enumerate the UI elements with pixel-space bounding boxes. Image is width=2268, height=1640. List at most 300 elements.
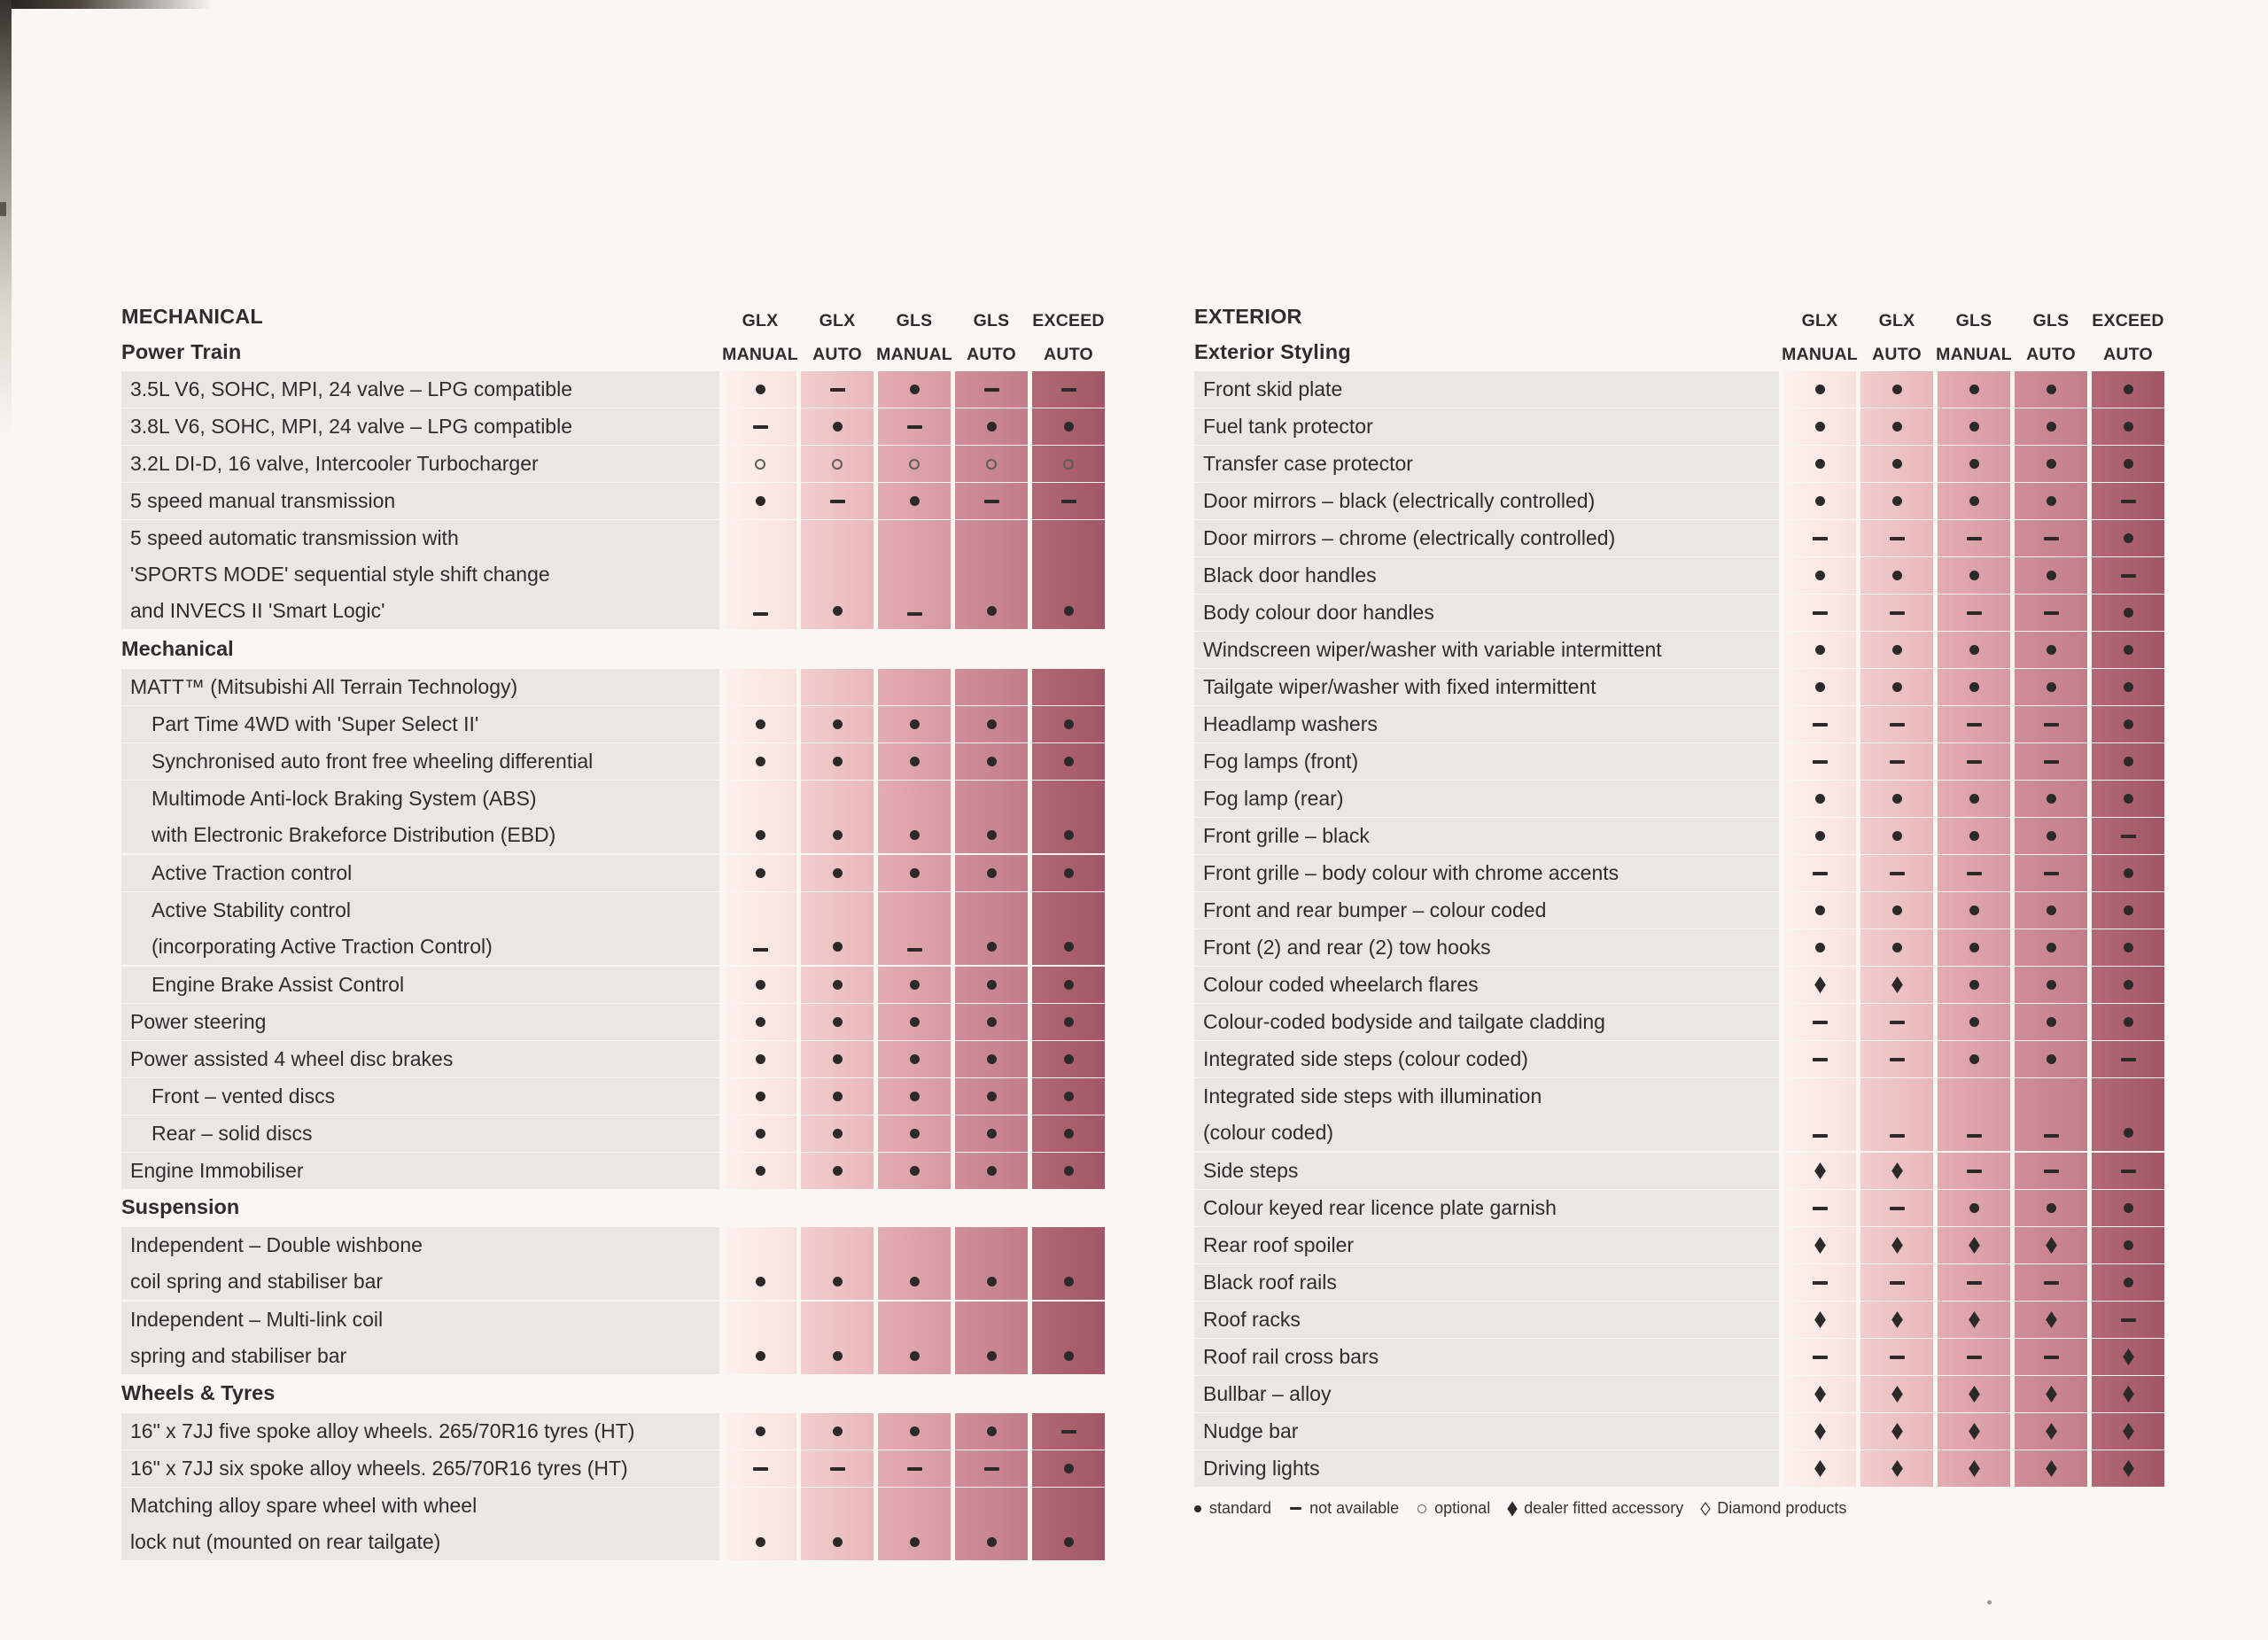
standard-dot-symbol [1064, 830, 1074, 840]
availability-cell-gls-manual [878, 1153, 951, 1189]
standard-dot-symbol [910, 1537, 920, 1547]
availability-cell-gls-manual [878, 1115, 951, 1152]
spec-row-label-line: with Electronic Brakeforce Distribution (EBD) [151, 823, 556, 846]
availability-cell-gls-auto [2015, 595, 2087, 631]
spec-row [121, 1004, 1105, 1038]
spec-row [121, 1153, 1105, 1187]
spec-row-label-line: Driving lights [1203, 1457, 1320, 1480]
availability-cell-exceed-auto [1032, 1227, 1105, 1300]
legend-item-label: standard [1209, 1499, 1272, 1517]
optional-circle-symbol [832, 459, 843, 470]
availability-cell-glx-auto [1860, 929, 1933, 966]
availability-cell-glx-auto [1860, 1004, 1933, 1040]
standard-dot-symbol [987, 1166, 997, 1176]
availability-cell-gls-manual [878, 1041, 951, 1077]
spec-row-label-line: (colour coded) [1203, 1121, 1334, 1144]
spec-row-label [1194, 818, 1779, 854]
availability-cell-gls-auto [2015, 1339, 2087, 1375]
dealer-accessory-diamond-symbol [1969, 1237, 1980, 1254]
standard-dot-symbol [756, 1277, 765, 1286]
spec-row-label-line: MATT™ (Mitsubishi All Terrain Technology) [130, 675, 518, 698]
standard-dot-symbol [1815, 831, 1825, 841]
spec-row [1194, 371, 2164, 406]
not-available-dash-symbol [1967, 537, 1982, 540]
spec-row-label-line: Front – vented discs [151, 1084, 336, 1108]
availability-cell-gls-manual [878, 781, 951, 853]
availability-cell-gls-manual [878, 1078, 951, 1115]
dealer-accessory-diamond-symbol [2046, 1311, 2057, 1328]
availability-cell-glx-auto [1860, 1227, 1933, 1263]
spec-row [121, 1041, 1105, 1076]
standard-dot-symbol [1064, 1351, 1074, 1361]
not-available-dash-symbol [1967, 1281, 1982, 1285]
not-available-dash-symbol [1813, 760, 1828, 764]
standard-dot-symbol [2047, 905, 2056, 915]
column-header-gls-manual [1938, 299, 2010, 371]
availability-cell-glx-auto [801, 446, 874, 482]
availability-cell-exceed-auto [2092, 929, 2164, 966]
spec-row [1194, 446, 2164, 480]
standard-dot-symbol [987, 942, 997, 952]
standard-dot-symbol [2124, 868, 2133, 878]
availability-cell-gls-auto [955, 1004, 1028, 1040]
availability-cell-gls-manual [1938, 855, 2010, 891]
standard-dot-symbol [833, 1054, 843, 1064]
availability-cell-glx-manual [1783, 1413, 1856, 1450]
spec-row-label-line: Colour-coded bodyside and tailgate cladding [1203, 1010, 1605, 1033]
availability-cell-gls-manual [1938, 1041, 2010, 1077]
standard-dot-symbol [987, 606, 997, 616]
standard-dot-symbol [833, 1129, 843, 1139]
spec-row-label-line: Part Time 4WD with 'Super Select II' [151, 712, 479, 735]
availability-cell-exceed-auto [2092, 1078, 2164, 1151]
standard-dot-symbol [1892, 645, 1902, 655]
not-available-dash-symbol [984, 500, 999, 503]
availability-cell-gls-manual [878, 1413, 951, 1450]
availability-cell-gls-manual [878, 892, 951, 965]
dealer-accessory-diamond-symbol [1891, 1311, 1903, 1328]
availability-cell-exceed-auto [1032, 1041, 1105, 1077]
spec-row [121, 1302, 1105, 1373]
standard-dot-symbol [987, 1017, 997, 1027]
standard-dot-symbol [756, 1054, 765, 1064]
availability-cell-glx-auto [1860, 1302, 1933, 1338]
availability-cell-exceed-auto [2092, 1153, 2164, 1189]
optional-circle-symbol [986, 459, 997, 470]
standard-dot-symbol [987, 1277, 997, 1286]
availability-cell-glx-manual [1783, 371, 1856, 408]
availability-cell-exceed-auto [2092, 632, 2164, 668]
spec-row-label-line: Colour keyed rear licence plate garnish [1203, 1196, 1557, 1219]
spec-row-label-line: Black door handles [1203, 564, 1377, 587]
availability-cell-exceed-auto [1032, 371, 1105, 408]
spec-row-label [1194, 1376, 1779, 1412]
availability-cell-glx-auto [801, 1004, 874, 1040]
availability-cell-glx-manual [724, 855, 796, 891]
standard-dot-symbol [2047, 1017, 2056, 1027]
availability-cell-gls-auto [2015, 557, 2087, 594]
spec-row [121, 1413, 1105, 1448]
standard-dot-symbol [1969, 496, 1979, 506]
standard-dot-symbol [756, 1092, 765, 1101]
standard-dot-symbol [2124, 1017, 2133, 1027]
standard-dot-symbol [1969, 831, 1979, 841]
standard-dot-symbol [833, 868, 843, 878]
availability-cell-exceed-auto [2092, 1227, 2164, 1263]
availability-cell-gls-manual [878, 1004, 951, 1040]
availability-cell-glx-auto [801, 520, 874, 629]
availability-cell-gls-auto [2015, 1153, 2087, 1189]
dealer-accessory-diamond-symbol [1969, 1386, 1980, 1403]
availability-cell-exceed-auto [2092, 371, 2164, 408]
spec-row-label [121, 483, 719, 519]
standard-dot-symbol [756, 1166, 765, 1176]
spec-row-label [121, 1450, 719, 1487]
standard-dot-symbol [2047, 980, 2056, 990]
availability-cell-gls-auto [2015, 855, 2087, 891]
availability-cell-glx-manual [1783, 818, 1856, 854]
not-available-dash-symbol [1890, 723, 1905, 727]
not-available-dash-symbol [2121, 1318, 2136, 1322]
availability-cell-glx-manual [1783, 408, 1856, 445]
mechanical-spec-table [121, 299, 1105, 1562]
spec-row-label [1194, 1450, 1779, 1487]
availability-cell-gls-auto [2015, 446, 2087, 482]
column-header-line2: AUTO [2026, 345, 2076, 364]
spec-row-label [1194, 1078, 1779, 1151]
availability-cell-glx-auto [801, 743, 874, 780]
standard-dot-symbol [756, 830, 765, 840]
standard-dot-symbol [910, 1054, 920, 1064]
legend-item-dash [1290, 1499, 1399, 1518]
availability-cell-exceed-auto [1032, 1488, 1105, 1560]
availability-cell-gls-auto [955, 1450, 1028, 1487]
availability-cell-gls-auto [2015, 669, 2087, 705]
standard-dot-symbol [987, 1537, 997, 1547]
spec-row-label [1194, 1153, 1779, 1189]
availability-cell-exceed-auto [2092, 520, 2164, 556]
spec-row-label-line: Engine Brake Assist Control [151, 973, 405, 996]
availability-cell-glx-auto [801, 967, 874, 1003]
dealer-accessory-diamond-symbol [1814, 1423, 1826, 1440]
availability-cell-gls-manual [1938, 408, 2010, 445]
optional-circle-symbol [1418, 1504, 1426, 1513]
spec-row [1194, 520, 2164, 555]
availability-cell-exceed-auto [1032, 446, 1105, 482]
not-available-dash-symbol [1890, 1134, 1905, 1138]
availability-cell-exceed-auto [1032, 892, 1105, 965]
standard-dot-symbol [1064, 868, 1074, 878]
availability-cell-exceed-auto [2092, 1264, 2164, 1301]
column-header-line1: GLS [2032, 311, 2070, 330]
spec-row [1194, 632, 2164, 666]
spec-row-label-line: Side steps [1203, 1159, 1299, 1182]
availability-cell-exceed-auto [2092, 967, 2164, 1003]
spec-row [1194, 1078, 2164, 1150]
spec-row-label-line: Fog lamp (rear) [1203, 787, 1344, 810]
availability-cell-gls-auto [955, 446, 1028, 482]
availability-cell-gls-manual [1938, 446, 2010, 482]
availability-cell-exceed-auto [2092, 1041, 2164, 1077]
availability-cell-glx-manual [1783, 632, 1856, 668]
availability-cell-gls-manual [1938, 483, 2010, 519]
availability-cell-gls-manual [1938, 557, 2010, 594]
availability-cell-exceed-auto [1032, 1153, 1105, 1189]
availability-cell-gls-auto [955, 706, 1028, 742]
availability-cell-glx-auto [801, 1227, 874, 1300]
availability-cell-glx-auto [1860, 706, 1933, 742]
standard-dot-symbol [1969, 905, 1979, 915]
spec-row-label-line: Front and rear bumper – colour coded [1203, 898, 1547, 921]
spec-row [1194, 1302, 2164, 1336]
column-header-glx-auto [801, 299, 874, 371]
not-available-dash-symbol [1890, 1207, 1905, 1210]
dealer-accessory-diamond-symbol [2046, 1423, 2057, 1440]
availability-cell-glx-auto [1860, 446, 1933, 482]
standard-dot-symbol [1064, 1166, 1074, 1176]
availability-cell-gls-manual [1938, 632, 2010, 668]
standard-dot-symbol [1969, 794, 1979, 804]
mechanical-table-header [121, 299, 1105, 371]
spec-row [1194, 483, 2164, 517]
standard-dot-symbol [1064, 606, 1074, 616]
spec-row-label-line: Headlamp washers [1203, 712, 1378, 735]
availability-cell-gls-auto [2015, 781, 2087, 817]
not-available-dash-symbol [2121, 835, 2136, 838]
column-header-line2: MANUAL [1782, 345, 1858, 364]
spec-row-label [1194, 446, 1779, 482]
availability-cell-gls-manual [1938, 1078, 2010, 1151]
availability-cell-exceed-auto [1032, 855, 1105, 891]
not-available-dash-symbol [1890, 1356, 1905, 1359]
availability-cell-glx-manual [724, 483, 796, 519]
spec-row-label [1194, 1227, 1779, 1263]
dealer-accessory-diamond-symbol [1814, 1386, 1826, 1403]
availability-cell-glx-manual [724, 781, 796, 853]
standard-dot-symbol [2124, 1240, 2133, 1250]
spec-row-label [1194, 781, 1779, 817]
availability-cell-gls-auto [2015, 1041, 2087, 1077]
standard-dot-symbol [1892, 496, 1902, 506]
standard-dot-symbol [1969, 1017, 1979, 1027]
availability-cell-gls-auto [955, 1488, 1028, 1560]
not-available-dash-symbol [1061, 500, 1076, 503]
standard-dot-symbol [833, 1537, 843, 1547]
standard-dot-symbol [1815, 943, 1825, 952]
availability-cell-gls-auto [2015, 520, 2087, 556]
spec-row [121, 1227, 1105, 1299]
not-available-dash-symbol [2121, 1058, 2136, 1061]
availability-cell-glx-auto [801, 1450, 874, 1487]
exterior-table-rows [1194, 371, 2164, 1485]
standard-dot-symbol [2124, 645, 2133, 655]
spec-row-label-line: Body colour door handles [1203, 601, 1434, 624]
legend-item-label: not available [1309, 1499, 1400, 1517]
availability-cell-glx-auto [1860, 1264, 1933, 1301]
column-header-exceed-auto [1032, 299, 1105, 371]
availability-cell-gls-auto [2015, 483, 2087, 519]
availability-cell-gls-manual [1938, 1190, 2010, 1226]
availability-cell-gls-auto [955, 1153, 1028, 1189]
not-available-dash-symbol [907, 425, 922, 429]
not-available-dash-symbol [907, 1467, 922, 1471]
spec-row [121, 892, 1105, 964]
standard-dot-symbol [756, 757, 765, 766]
spec-row-label-line: Engine Immobiliser [130, 1159, 304, 1182]
exterior-table-titles [1194, 299, 1779, 371]
legend-item-label: optional [1434, 1499, 1491, 1517]
spec-row-label-line: Front grille – body colour with chrome accents [1203, 861, 1619, 884]
availability-cell-gls-manual [878, 855, 951, 891]
standard-dot-symbol [2047, 943, 2056, 952]
not-available-dash-symbol [753, 1467, 768, 1471]
legend-item-dot [1194, 1499, 1271, 1518]
not-available-dash-symbol [2044, 723, 2059, 727]
spec-row-label [1194, 1413, 1779, 1450]
spec-row [121, 855, 1105, 890]
availability-cell-glx-manual [724, 1041, 796, 1077]
availability-cell-gls-auto [2015, 1227, 2087, 1263]
legend-item-ring [1418, 1499, 1490, 1518]
availability-cell-gls-manual [878, 483, 951, 519]
not-available-dash-symbol [1890, 760, 1905, 764]
spec-row-label [1194, 855, 1779, 891]
spec-row-label-line: Front grille – black [1203, 824, 1370, 847]
standard-dot-symbol [833, 719, 843, 729]
standard-dot-symbol [2124, 757, 2133, 766]
standard-dot-symbol [833, 1351, 843, 1361]
availability-cell-glx-auto [801, 781, 874, 853]
availability-cell-glx-manual [724, 1004, 796, 1040]
availability-cell-glx-auto [801, 1115, 874, 1152]
spec-row-label-line: Roof rail cross bars [1203, 1345, 1379, 1368]
standard-dot-symbol [1969, 682, 1979, 692]
column-header-gls-manual [878, 299, 951, 371]
standard-dot-symbol [987, 1426, 997, 1436]
standard-dot-symbol [756, 1017, 765, 1027]
spec-row-label-line: Active Traction control [151, 861, 353, 884]
availability-cell-glx-manual [724, 967, 796, 1003]
spec-row-label [121, 706, 719, 742]
dealer-accessory-diamond-symbol [1969, 1311, 1980, 1328]
column-header-line2: AUTO [967, 345, 1016, 364]
availability-cell-glx-auto [1860, 1078, 1933, 1151]
standard-dot-symbol [910, 830, 920, 840]
spec-row-label [121, 1153, 719, 1189]
availability-cell-exceed-auto [2092, 818, 2164, 854]
standard-dot-symbol [1815, 905, 1825, 915]
spec-row [1194, 1227, 2164, 1262]
standard-dot-symbol [1815, 496, 1825, 506]
dealer-accessory-diamond-symbol [1891, 976, 1903, 993]
standard-dot-symbol [1892, 794, 1902, 804]
not-available-dash-symbol [753, 948, 768, 952]
availability-cell-gls-auto [955, 967, 1028, 1003]
availability-cell-gls-auto [2015, 967, 2087, 1003]
spec-row [1194, 1004, 2164, 1038]
section-header-row [121, 1190, 1105, 1224]
availability-cell-glx-manual [1783, 1376, 1856, 1412]
standard-dot-symbol [1892, 831, 1902, 841]
availability-cell-exceed-auto [2092, 743, 2164, 780]
spec-row [1194, 929, 2164, 964]
dealer-accessory-diamond-symbol [1891, 1162, 1903, 1179]
dealer-accessory-diamond-symbol [1814, 976, 1826, 993]
exterior-table-header [1194, 299, 2164, 371]
spec-row-label [121, 1488, 719, 1560]
dealer-accessory-diamond-symbol [2123, 1349, 2134, 1365]
not-available-dash-symbol [1967, 1356, 1982, 1359]
availability-cell-glx-auto [1860, 855, 1933, 891]
section-header-label: Wheels & Tyres [121, 1381, 276, 1404]
availability-cell-exceed-auto [2092, 706, 2164, 742]
availability-cell-exceed-auto [1032, 1004, 1105, 1040]
not-available-dash-symbol [1813, 537, 1828, 540]
spec-row [1194, 1041, 2164, 1076]
spec-row-label [1194, 1004, 1779, 1040]
dealer-accessory-diamond-symbol [1508, 1501, 1518, 1516]
spec-row [1194, 669, 2164, 703]
spec-row-label [1194, 632, 1779, 668]
legend-item-diamond-outline [1702, 1499, 1846, 1518]
availability-cell-gls-manual [1938, 520, 2010, 556]
availability-cell-glx-auto [801, 1413, 874, 1450]
standard-dot-symbol [833, 830, 843, 840]
availability-cell-gls-auto [2015, 892, 2087, 929]
availability-cell-gls-manual [1938, 1413, 2010, 1450]
standard-dot-symbol [910, 1426, 920, 1436]
standard-dot-symbol [1892, 943, 1902, 952]
column-header-line2: MANUAL [1936, 345, 2012, 364]
availability-cell-glx-manual [724, 1488, 796, 1560]
standard-dot-symbol [910, 385, 920, 394]
spec-row-label-line: Matching alloy spare wheel with wheel [130, 1494, 478, 1517]
spec-row [1194, 595, 2164, 629]
availability-cell-exceed-auto [1032, 781, 1105, 853]
availability-cell-gls-auto [955, 1413, 1028, 1450]
spec-row-label-line: Nudge bar [1203, 1419, 1299, 1442]
availability-cell-glx-manual [724, 1227, 796, 1300]
not-available-dash-symbol [2044, 1134, 2059, 1138]
spec-row-label-line: Bullbar – alloy [1203, 1382, 1332, 1405]
table-subtitle: Exterior Styling [1194, 340, 1351, 363]
column-header-line1: GLS [896, 311, 933, 330]
not-available-dash-symbol [1813, 1134, 1828, 1138]
availability-cell-glx-auto [1860, 1450, 1933, 1487]
availability-cell-exceed-auto [2092, 1004, 2164, 1040]
spec-row-label [1194, 706, 1779, 742]
availability-cell-gls-manual [1938, 1376, 2010, 1412]
availability-cell-exceed-auto [2092, 1302, 2164, 1338]
legend-item-diamond [1509, 1499, 1683, 1518]
standard-dot-symbol [1892, 422, 1902, 431]
standard-dot-symbol [2124, 980, 2133, 990]
availability-cell-gls-auto [955, 371, 1028, 408]
spec-row-label-line: 16" x 7JJ five spoke alloy wheels. 265/70R16 tyres (HT) [130, 1419, 635, 1442]
spec-row [121, 669, 1105, 703]
spec-row-label [121, 1004, 719, 1040]
availability-cell-gls-manual [1938, 706, 2010, 742]
standard-dot-symbol [1064, 1017, 1074, 1027]
standard-dot-symbol [1969, 422, 1979, 431]
not-available-dash-symbol [1890, 1021, 1905, 1024]
dealer-accessory-diamond-symbol [1891, 1423, 1903, 1440]
spec-row-label [1194, 408, 1779, 445]
availability-cell-gls-manual [878, 1450, 951, 1487]
availability-cell-exceed-auto [2092, 1190, 2164, 1226]
availability-cell-glx-manual [1783, 929, 1856, 966]
standard-dot-symbol [756, 1351, 765, 1361]
